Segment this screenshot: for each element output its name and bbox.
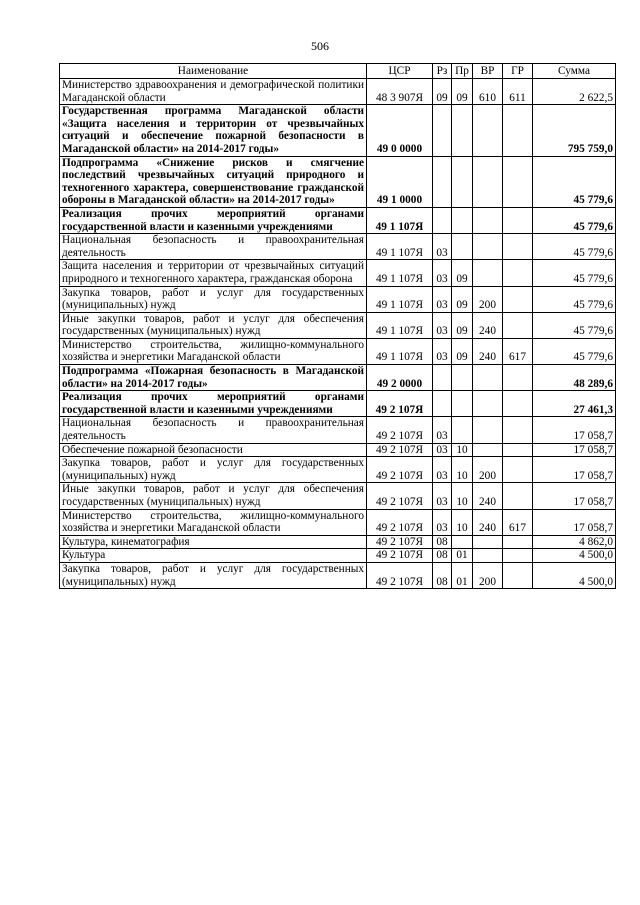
cell-csr: 49 1 107Я — [367, 234, 433, 260]
cell-sum: 4 862,0 — [533, 535, 616, 549]
cell-csr: 49 0 0000 — [367, 105, 433, 156]
cell-pr — [452, 234, 473, 260]
table-row — [60, 79, 616, 105]
cell-csr: 49 1 107Я — [367, 207, 433, 233]
table-row — [60, 562, 616, 588]
cell-pr: 09 — [452, 338, 473, 364]
table-row — [60, 286, 616, 312]
cell-gr — [503, 260, 533, 286]
cell-csr: 49 2 107Я — [367, 535, 433, 549]
cell-sum: 45 779,6 — [533, 312, 616, 338]
table-row — [60, 457, 616, 483]
cell-sum: 17 058,7 — [533, 417, 616, 443]
cell-vr: 200 — [473, 286, 503, 312]
cell-csr: 49 1 107Я — [367, 260, 433, 286]
cell-gr — [503, 207, 533, 233]
cell-vr: 610 — [473, 79, 503, 105]
cell-csr: 49 2 107Я — [367, 443, 433, 457]
cell-sum: 17 058,7 — [533, 509, 616, 535]
cell-gr: 617 — [503, 338, 533, 364]
cell-csr: 49 1 107Я — [367, 312, 433, 338]
cell-sum: 45 779,6 — [533, 234, 616, 260]
cell-vr — [473, 549, 503, 563]
cell-vr — [473, 417, 503, 443]
cell-name: Культура, кинематография — [60, 535, 367, 549]
cell-gr: 611 — [503, 79, 533, 105]
cell-gr — [503, 417, 533, 443]
cell-vr: 200 — [473, 457, 503, 483]
cell-name: Иные закупки товаров, работ и услуг для обеспечения государственных (муниципальных) нужд — [60, 483, 367, 509]
cell-vr — [473, 207, 503, 233]
table-row — [60, 483, 616, 509]
cell-pr: 10 — [452, 483, 473, 509]
cell-vr — [473, 535, 503, 549]
table-body — [60, 79, 616, 589]
cell-sum: 45 779,6 — [533, 286, 616, 312]
cell-gr — [503, 562, 533, 588]
cell-pr: 01 — [452, 549, 473, 563]
cell-rz — [433, 391, 452, 417]
cell-rz: 09 — [433, 79, 452, 105]
header-name: Наименование — [60, 64, 367, 79]
cell-pr: 09 — [452, 312, 473, 338]
cell-vr: 200 — [473, 562, 503, 588]
cell-sum: 4 500,0 — [533, 562, 616, 588]
cell-pr: 09 — [452, 79, 473, 105]
cell-pr — [452, 391, 473, 417]
table-row — [60, 535, 616, 549]
cell-sum: 2 622,5 — [533, 79, 616, 105]
cell-pr — [452, 105, 473, 156]
cell-sum: 45 779,6 — [533, 260, 616, 286]
cell-vr: 240 — [473, 483, 503, 509]
table-row — [60, 391, 616, 417]
cell-name: Реализация прочих мероприятий органами государственной власти и казенными учреждениями — [60, 207, 367, 233]
cell-name: Подпрограмма «Пожарная безопасность в Магаданской области» на 2014-2017 годы» — [60, 365, 367, 391]
cell-rz — [433, 156, 452, 207]
cell-pr — [452, 365, 473, 391]
cell-rz: 08 — [433, 535, 452, 549]
table-row — [60, 207, 616, 233]
budget-table — [59, 63, 616, 589]
cell-name: Иные закупки товаров, работ и услуг для обеспечения государственных (муниципальных) нужд — [60, 312, 367, 338]
cell-vr — [473, 234, 503, 260]
table-row — [60, 234, 616, 260]
cell-gr — [503, 156, 533, 207]
cell-csr: 49 2 107Я — [367, 562, 433, 588]
cell-sum: 4 500,0 — [533, 549, 616, 563]
cell-csr: 48 3 907Я — [367, 79, 433, 105]
cell-pr — [452, 207, 473, 233]
header-sum: Сумма — [533, 64, 616, 79]
cell-name: Закупка товаров, работ и услуг для государственных (муниципальных) нужд — [60, 286, 367, 312]
cell-csr: 49 1 107Я — [367, 286, 433, 312]
cell-gr — [503, 391, 533, 417]
cell-rz: 03 — [433, 260, 452, 286]
cell-csr: 49 2 107Я — [367, 391, 433, 417]
cell-sum: 17 058,7 — [533, 483, 616, 509]
cell-name: Культура — [60, 549, 367, 563]
cell-csr: 49 1 107Я — [367, 338, 433, 364]
cell-rz: 03 — [433, 417, 452, 443]
cell-vr: 240 — [473, 312, 503, 338]
cell-gr — [503, 105, 533, 156]
page-number: 506 — [311, 39, 329, 53]
cell-rz: 08 — [433, 549, 452, 563]
cell-sum: 795 759,0 — [533, 105, 616, 156]
cell-sum: 27 461,3 — [533, 391, 616, 417]
cell-rz: 03 — [433, 483, 452, 509]
cell-rz — [433, 105, 452, 156]
table-row — [60, 312, 616, 338]
cell-vr — [473, 156, 503, 207]
cell-name: Министерство строительства, жилищно-коммунального хозяйства и энергетики Магаданской области — [60, 338, 367, 364]
cell-rz: 03 — [433, 509, 452, 535]
table-row — [60, 417, 616, 443]
cell-vr — [473, 105, 503, 156]
cell-name: Подпрограмма «Снижение рисков и смягчение последствий чрезвычайных ситуаций природного и техногенного характера, совершенствование гражданской обороны в Магаданской области» на 2014-2017 годы» — [60, 156, 367, 207]
cell-name: Национальная безопасность и правоохранительная деятельность — [60, 417, 367, 443]
cell-gr — [503, 312, 533, 338]
cell-pr — [452, 156, 473, 207]
cell-sum: 45 779,6 — [533, 338, 616, 364]
table-row — [60, 156, 616, 207]
header-gr: ГР — [503, 64, 533, 79]
cell-rz: 03 — [433, 338, 452, 364]
header-pr: Пр — [452, 64, 473, 79]
cell-rz: 03 — [433, 312, 452, 338]
cell-name: Национальная безопасность и правоохранительная деятельность — [60, 234, 367, 260]
header-vr: ВР — [473, 64, 503, 79]
cell-name: Государственная программа Магаданской области «Защита населения и территорин от чрезвычайных ситуаций и обеспечение пожарной безопасности в Магаданской области» на 2014-2017 годы» — [60, 105, 367, 156]
table-row — [60, 549, 616, 563]
cell-gr — [503, 457, 533, 483]
cell-gr — [503, 483, 533, 509]
cell-gr — [503, 234, 533, 260]
table-header-row — [60, 64, 616, 79]
cell-csr: 49 2 107Я — [367, 483, 433, 509]
table-row — [60, 338, 616, 364]
cell-csr: 49 1 0000 — [367, 156, 433, 207]
cell-gr — [503, 535, 533, 549]
cell-gr — [503, 443, 533, 457]
cell-sum: 17 058,7 — [533, 443, 616, 457]
cell-pr: 01 — [452, 562, 473, 588]
cell-vr — [473, 365, 503, 391]
cell-rz — [433, 365, 452, 391]
cell-vr — [473, 443, 503, 457]
cell-name: Защита населения и территории от чрезвычайных ситуаций природного и техногенного характера, гражданская оборона — [60, 260, 367, 286]
cell-sum: 48 289,6 — [533, 365, 616, 391]
cell-sum: 45 779,6 — [533, 207, 616, 233]
cell-vr — [473, 260, 503, 286]
cell-pr — [452, 417, 473, 443]
cell-name: Министерство здравоохранения и демографической политики Магаданской области — [60, 79, 367, 105]
cell-sum: 45 779,6 — [533, 156, 616, 207]
cell-name: Обеспечение пожарной безопасности — [60, 443, 367, 457]
cell-csr: 49 2 107Я — [367, 417, 433, 443]
cell-pr: 10 — [452, 457, 473, 483]
cell-pr: 09 — [452, 260, 473, 286]
cell-rz: 03 — [433, 286, 452, 312]
cell-name: Закупка товаров, работ и услуг для государственных (муниципальных) нужд — [60, 457, 367, 483]
cell-rz: 03 — [433, 457, 452, 483]
header-rz: Рз — [433, 64, 452, 79]
cell-rz: 03 — [433, 234, 452, 260]
cell-vr — [473, 391, 503, 417]
cell-sum: 17 058,7 — [533, 457, 616, 483]
cell-pr — [452, 535, 473, 549]
cell-pr: 09 — [452, 286, 473, 312]
table-row — [60, 509, 616, 535]
cell-gr: 617 — [503, 509, 533, 535]
cell-name: Закупка товаров, работ и услуг для государственных (муниципальных) нужд — [60, 562, 367, 588]
cell-gr — [503, 549, 533, 563]
cell-vr: 240 — [473, 509, 503, 535]
cell-csr: 49 2 107Я — [367, 549, 433, 563]
cell-rz — [433, 207, 452, 233]
cell-gr — [503, 365, 533, 391]
cell-name: Министерство строительства, жилищно-коммунального хозяйства и энергетики Магаданской области — [60, 509, 367, 535]
cell-rz: 03 — [433, 443, 452, 457]
cell-csr: 49 2 107Я — [367, 509, 433, 535]
table-row — [60, 365, 616, 391]
cell-pr: 10 — [452, 443, 473, 457]
header-csr: ЦСР — [367, 64, 433, 79]
table-row — [60, 105, 616, 156]
table-row — [60, 260, 616, 286]
cell-csr: 49 2 0000 — [367, 365, 433, 391]
cell-csr: 49 2 107Я — [367, 457, 433, 483]
cell-pr: 10 — [452, 509, 473, 535]
cell-gr — [503, 286, 533, 312]
cell-rz: 08 — [433, 562, 452, 588]
cell-vr: 240 — [473, 338, 503, 364]
cell-name: Реализация прочих мероприятий органами государственной власти и казенными учреждениями — [60, 391, 367, 417]
table-row — [60, 443, 616, 457]
